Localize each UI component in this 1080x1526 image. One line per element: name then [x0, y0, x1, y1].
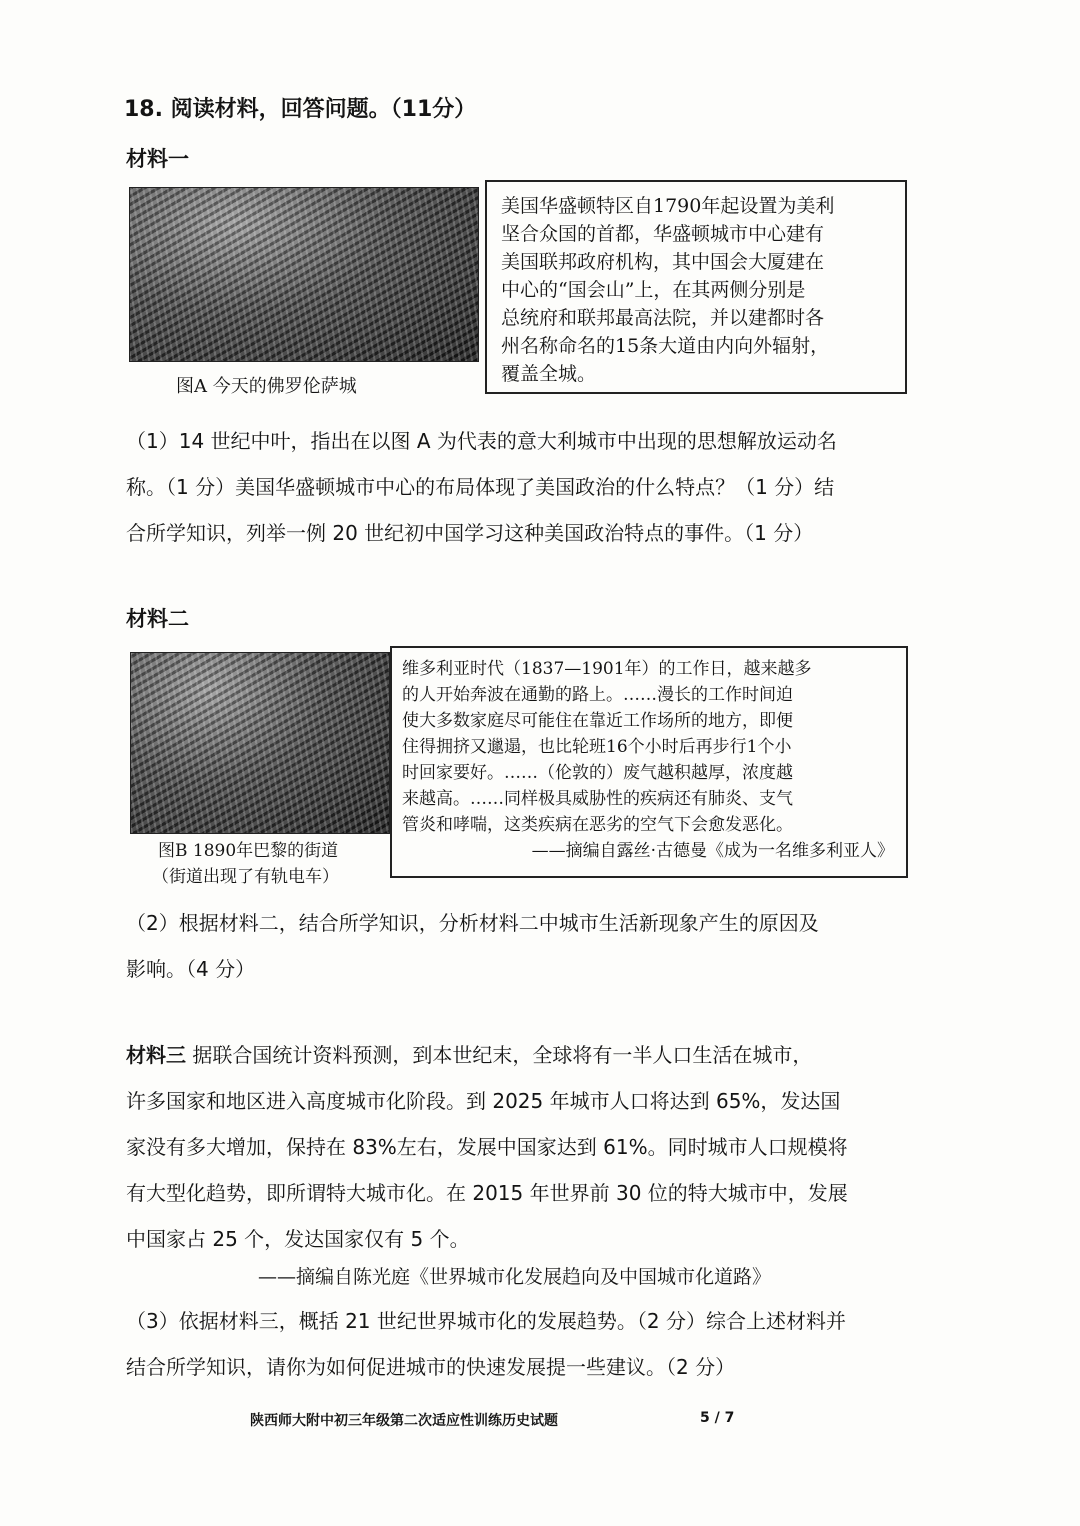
material1-line: 中心的“国会山”上，在其两侧分别是 — [501, 279, 806, 301]
material2-line: 管炎和哮喘，这类疾病在恶劣的空气下会愈发恶化。 — [402, 815, 793, 835]
material3-line: 有大型化趋势，即所谓特大城市化。在 2015 年世界前 30 位的特大城市中，发展 — [126, 1181, 848, 1205]
material1-text-box — [485, 180, 907, 394]
material1-line: 州名称命名的15条大道由内向外辐射， — [501, 335, 830, 357]
question-1-line: （1）14 世纪中叶，指出在以图 A 为代表的意大利城市中出现的思想解放运动名 — [126, 429, 837, 453]
question-3 — [126, 1298, 926, 1390]
material3-line: 许多国家和地区进入高度城市化阶段。到 2025 年城市人口将达到 65%，发达国 — [126, 1089, 841, 1113]
question-3-line: （3）依据材料三，概括 21 世纪世界城市化的发展趋势。（2 分）综合上述材料并 — [126, 1309, 846, 1333]
material2-line: 使大多数家庭尽可能住在靠近工作场所的地方，即便 — [402, 711, 793, 731]
material2-line: 维多利亚时代（1837—1901年）的工作日，越来越多 — [402, 659, 812, 679]
question-1-line: 合所学知识，列举一例 20 世纪初中国学习这种美国政治特点的事件。（1 分） — [126, 521, 814, 545]
material3-label: 材料三 — [126, 1043, 186, 1067]
material2-line: 来越高。……同样极具威胁性的疾病还有肺炎、支气 — [402, 789, 793, 809]
question-3-line: 结合所学知识，请你为如何促进城市的快速发展提一些建议。（2 分） — [126, 1355, 736, 1379]
material3-source: ——摘编自陈光庭《世界城市化发展趋向及中国城市化道路》 — [258, 1266, 772, 1288]
material2-label: 材料二 — [126, 607, 189, 631]
material1-line: 坚合众国的首都，华盛顿城市中心建有 — [501, 223, 825, 245]
question-2 — [126, 900, 926, 992]
material2-line: 的人开始奔波在通勤的路上。……漫长的工作时间迫 — [402, 685, 793, 705]
figure-b-caption-line2: （街道出现了有轨电车） — [152, 867, 339, 887]
florence-city-photo — [129, 187, 479, 362]
material3-line: 家没有多大增加，保持在 83%左右，发展中国家达到 61%。同时城市人口规模将 — [126, 1135, 848, 1159]
material2-line: 住得拥挤又邋遢，也比轮班16个小时后再步行1个小 — [402, 737, 792, 757]
material1-line: 美国华盛顿特区自1790年起设置为美利 — [501, 195, 835, 217]
page-number: 5 / 7 — [700, 1410, 735, 1426]
material1-line: 美国联邦政府机构，其中国会大厦建在 — [501, 251, 825, 273]
paris-street-photo — [130, 652, 390, 834]
material1-label: 材料一 — [126, 147, 189, 171]
material2-text-box — [390, 646, 908, 878]
material1-line: 总统府和联邦最高法院，并以建都时各 — [501, 307, 825, 329]
question-2-line: 影响。（4 分） — [126, 957, 256, 981]
material2-source: ——摘编自露丝·古德曼《成为一名维多利亚人》 — [531, 841, 894, 861]
question-1-line: 称。（1 分）美国华盛顿城市中心的布局体现了美国政治的什么特点？（1 分）结 — [126, 475, 835, 499]
question-2-line: （2）根据材料二，结合所学知识，分析材料二中城市生活新现象产生的原因及 — [126, 911, 819, 935]
exam-name-footer: 陕西师大附中初三年级第二次适应性训练历史试题 — [250, 1413, 558, 1429]
material3-line: 中国家占 25 个，发达国家仅有 5 个。 — [126, 1227, 470, 1251]
figure-b-caption-line1: 图B 1890年巴黎的街道 — [158, 841, 339, 861]
material1-line: 覆盖全城。 — [501, 363, 597, 385]
figure-a-caption: 图A 今天的佛罗伦萨城 — [176, 376, 357, 397]
material3-line: 据联合国统计资料预测，到本世纪末，全球将有一半人口生活在城市， — [192, 1043, 813, 1067]
question-title: 18. 阅读材料，回答问题。（11分） — [124, 97, 477, 122]
material3-text — [126, 1032, 926, 1262]
material2-line: 时回家要好。……（伦敦的）废气越积越厚，浓度越 — [402, 763, 793, 783]
question-1 — [126, 418, 926, 556]
